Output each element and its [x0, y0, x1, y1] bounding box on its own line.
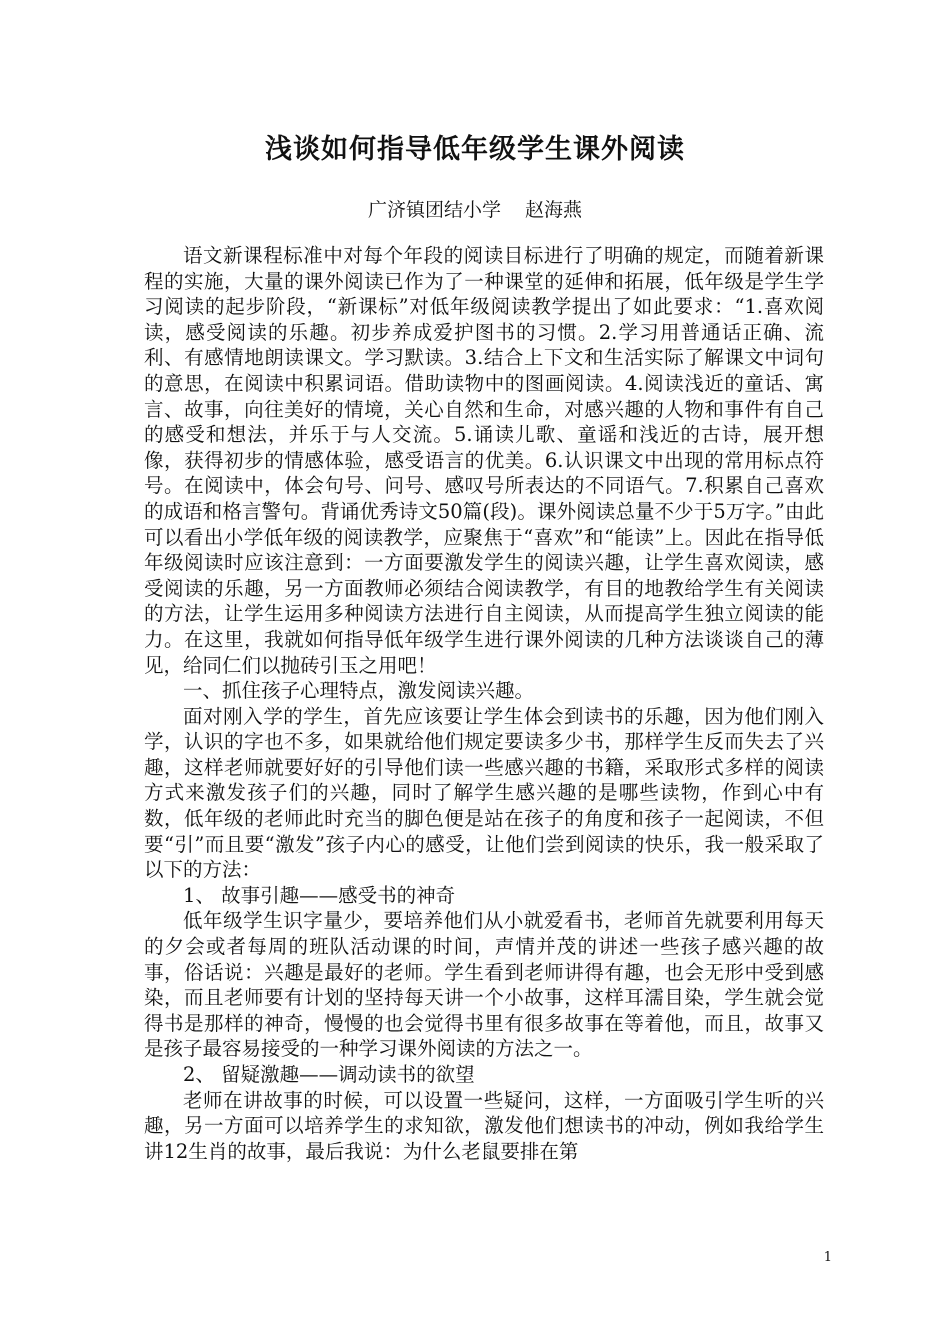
subheading-2: 2、 留疑激趣——调动读书的欲望: [183, 1063, 475, 1086]
paragraph-subsection-1: 低年级学生识字量少，要培养他们从小就爱看书，老师首先就要利用每天的夕会或者每周的班队活动课的时间，声情并茂的讲述一些孩子感兴趣的故事，俗话说：兴趣是最好的老师。学生看到老师讲得有趣，也会无形中受到感染，而且老师要有计划的坚持每天讲一个小故事，这样耳濡目染，学生就会觉得书是那样的神奇，慢慢的也会觉得书里有很多故事在等着他，而且，故事又是孩子最容易接受的一种学习课外阅读的方法之一。: [144, 909, 824, 1061]
author-name: 赵海燕: [525, 199, 583, 221]
paragraph-intro: 语文新课程标准中对每个年段的阅读目标进行了明确的规定，而随着新课程的实施，大量的课外阅读已作为了一种课堂的延伸和拓展，低年级是学生学习阅读的起步阶段，“新课标”对低年级阅读教学提出了如此要求：“1.喜欢阅读，感受阅读的乐趣。初步养成爱护图书的习惯。2.学习用普通话正确、流利、有感情地朗读课文。学习默读。3.结合上下文和生活实际了解课文中词句的意思，在阅读中积累词语。借助读物中的图画阅读。4.阅读浅近的童话、寓言、故事，向往美好的情境，关心自然和生命，对感兴趣的人物和事件有自己的感受和想法，并乐于与人交流。5.诵读儿歌、童谣和浅近的古诗，展开想像，获得初步的情感体验，感受语言的优美。6.认识课文中出现的常用标点符号。在阅读中，体会句号、问号、感叹号所表达的不同语气。7.积累自己喜欢的成语和格言警句。背诵优秀诗文50篇(段)。课外阅读总量不少于5万字。”由此可以看出小学低年级的阅读教学，应聚焦于“喜欢”和“能读”上。因此在指导低年级阅读时应该注意到：一方面要激发学生的阅读兴趣，让学生喜欢阅读，感受阅读的乐趣，另一方面教师必须结合阅读教学，有目的地教给学生有关阅读的方法，让学生运用多种阅读方法进行自主阅读，从而提高学生独立阅读的能力。在这里，我就如何指导低年级学生进行课外阅读的几种方法谈谈自己的薄见，给同仁们以抛砖引玉之用吧！: [144, 244, 824, 677]
author-line: [0, 195, 950, 225]
section-heading-1: 一、抓住孩子心理特点，激发阅读兴趣。: [183, 679, 535, 703]
paragraph-subsection-2: 老师在讲故事的时候，可以设置一些疑问，这样，一方面吸引学生听的兴趣，另一方面可以培养学生的求知欲，激发他们想读书的冲动，例如我给学生讲12生肖的故事，最后我说：为什么老鼠要排在第: [144, 1088, 824, 1163]
subheading-1: 1、 故事引趣——感受书的神奇: [183, 883, 456, 907]
paragraph-section-1: 面对刚入学的学生，首先应该要让学生体会到读书的乐趣，因为他们刚入学，认识的字也不多，如果就给他们规定要读多少书，那样学生反而失去了兴趣，这样老师就要好好的引导他们读一些感兴趣的书籍，采取形式多样的阅读方式来激发孩子们的兴趣，同时了解学生感兴趣的是哪些读物，作到心中有数，低年级的老师此时充当的脚色便是站在孩子的角度和孩子一起阅读，不但要“引”而且要“激发”孩子内心的感受，让他们尝到阅读的快乐，我一般采取了以下的方法：: [144, 704, 824, 882]
document-body: [144, 243, 824, 1164]
document-title: 浅谈如何指导低年级学生课外阅读: [265, 134, 685, 165]
page-number: 1: [823, 1250, 832, 1265]
author-school: 广济镇团结小学: [367, 199, 501, 221]
